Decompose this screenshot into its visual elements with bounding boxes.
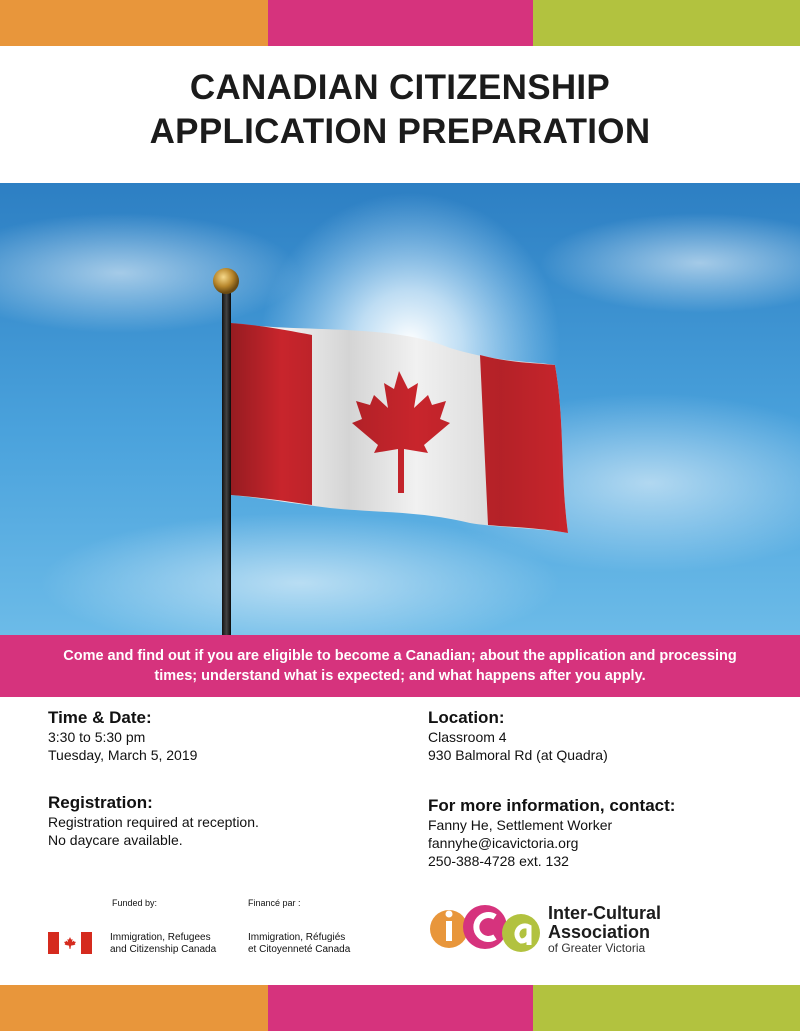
ica-logo-mark xyxy=(430,893,542,957)
location-heading: Location: xyxy=(428,708,505,727)
contact-section xyxy=(428,796,675,870)
page-title xyxy=(0,66,800,154)
contact-email[interactable]: fannyhe@icavictoria.org xyxy=(428,835,579,851)
location-room: Classroom 4 xyxy=(428,729,507,745)
canada-flag-photo xyxy=(0,183,800,635)
green-block xyxy=(533,985,800,1031)
registration-section xyxy=(48,793,259,849)
time-date-section xyxy=(48,708,197,764)
flag-illustration xyxy=(0,183,800,635)
title-line-1: CANADIAN CITIZENSHIP xyxy=(189,68,611,107)
event-date: Tuesday, March 5, 2019 xyxy=(48,747,198,763)
canada-flag-icon xyxy=(48,932,92,954)
top-color-bar xyxy=(0,0,800,46)
registration-heading: Registration: xyxy=(48,793,153,812)
registration-line-2: No daycare available. xyxy=(48,832,183,848)
green-block xyxy=(533,0,800,46)
ircc-fr-line-2: et Citoyenneté Canada xyxy=(248,944,351,955)
contact-phone: 250-388-4728 ext. 132 xyxy=(428,853,569,869)
ircc-en-line-1: Immigration, Refugees xyxy=(110,932,211,943)
location-section xyxy=(428,708,608,764)
ica-logo-text: iCa xyxy=(430,893,432,894)
ircc-fr-line-1: Immigration, Réfugiés xyxy=(248,932,346,943)
orange-block xyxy=(0,0,268,46)
finance-par-label: Financé par : xyxy=(248,898,301,908)
intro-banner xyxy=(0,635,800,697)
bottom-color-bar xyxy=(0,985,800,1031)
event-time: 3:30 to 5:30 pm xyxy=(48,729,146,745)
ica-name-line-2: Association xyxy=(548,922,651,942)
ica-name-line-1: Inter-Cultural xyxy=(548,903,662,923)
funded-by-label: Funded by: xyxy=(112,898,158,908)
orange-block xyxy=(0,985,268,1031)
magenta-block xyxy=(268,0,533,46)
time-date-heading: Time & Date: xyxy=(48,708,152,727)
ircc-french-name xyxy=(248,932,350,956)
registration-line-1: Registration required at reception. xyxy=(48,814,259,830)
banner-text: Come and find out if you are eligible to become a Canadian; about the application and processing times; understand what is expected; and what happens after you apply. xyxy=(63,648,737,684)
magenta-block xyxy=(268,985,533,1031)
contact-heading: For more information, contact: xyxy=(428,796,676,815)
contact-name: Fanny He, Settlement Worker xyxy=(428,817,613,833)
location-address: 930 Balmoral Rd (at Quadra) xyxy=(428,747,608,763)
ircc-en-line-2: and Citizenship Canada xyxy=(110,944,217,955)
ircc-english-name xyxy=(110,932,216,956)
title-line-2: APPLICATION PREPARATION xyxy=(149,112,651,151)
ica-name-line-3: of Greater Victoria xyxy=(548,941,646,955)
